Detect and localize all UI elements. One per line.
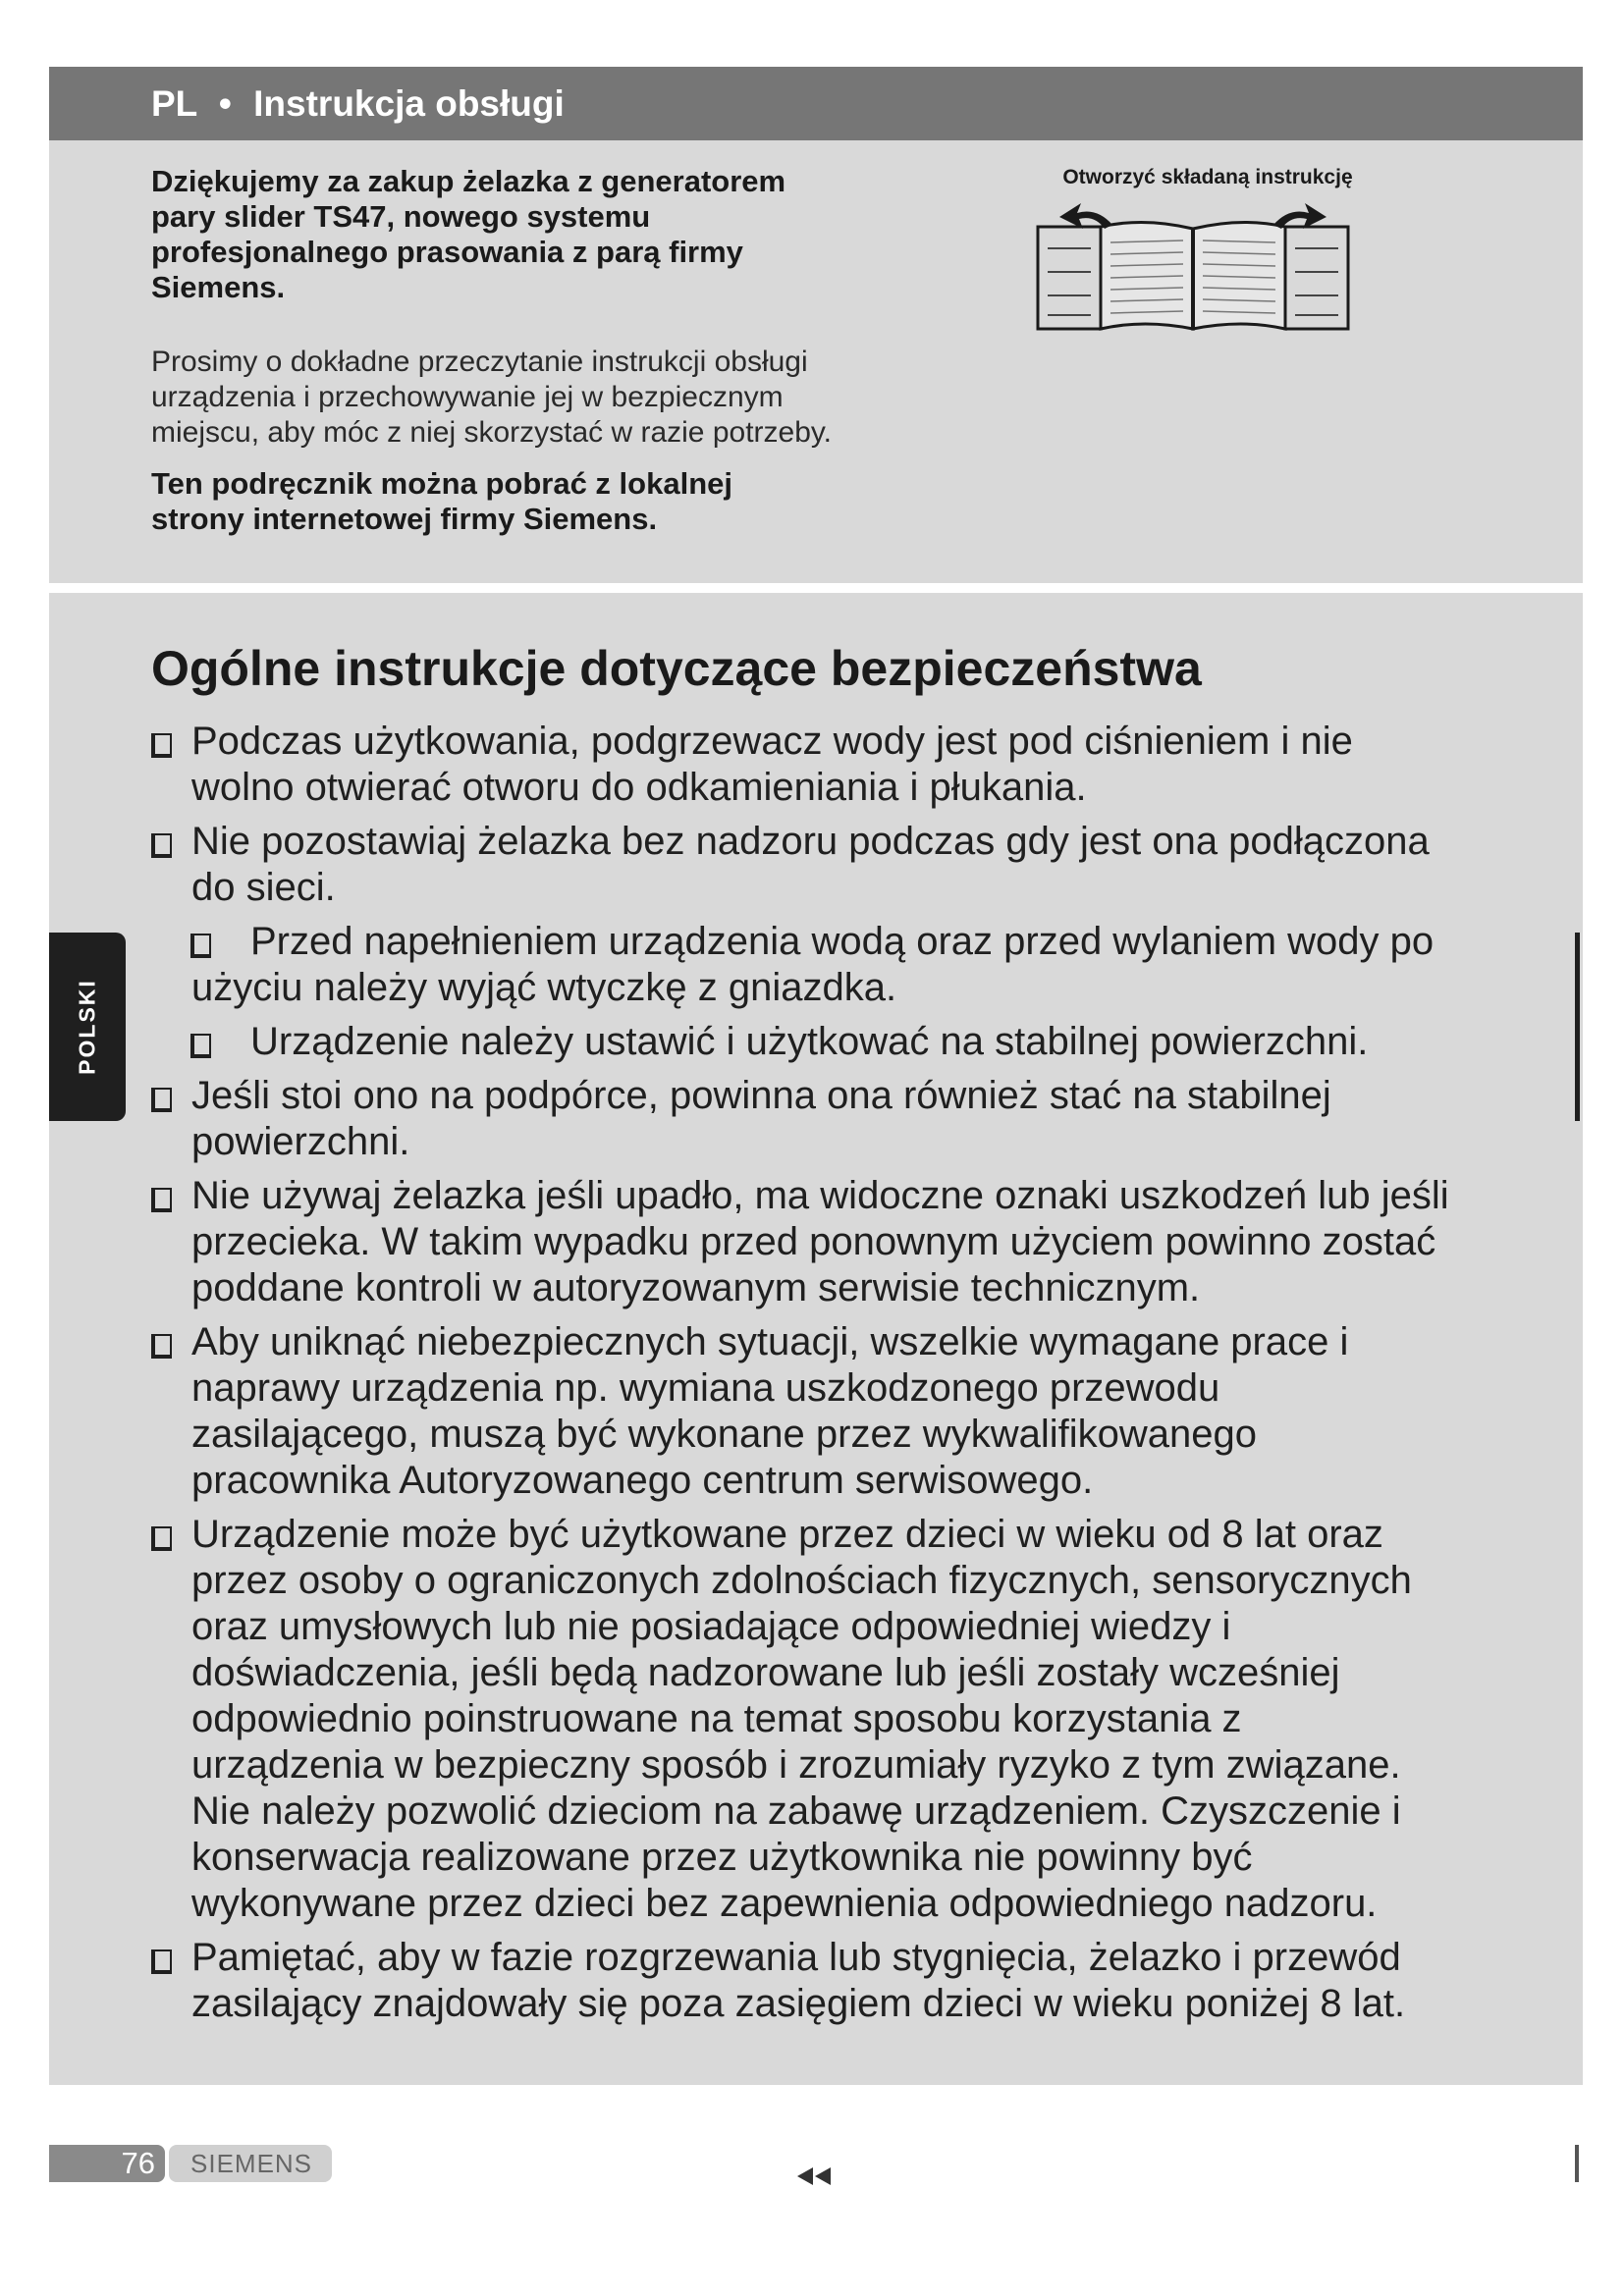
header-title — [151, 83, 565, 125]
safety-list — [151, 719, 1555, 2035]
list-item: Przed napełnieniem urządzenia wodą oraz przed wylaniem wody po — [151, 919, 1555, 965]
checkbox-bullet-icon — [151, 1334, 172, 1359]
list-item: Jeśli stoi ono na podpórce, powinna ona również stać na stabilnej powierzchni. — [151, 1073, 1555, 1165]
header-bar — [49, 67, 1583, 140]
list-item: Nie używaj żelazka jeśli upadło, ma widoczne oznaki uszkodzeń lub jeśli przecieka. W takim wypadku przed ponownym użyciem powinno zostać poddane kontroli w autoryzowanym serwisie technicznym. — [151, 1173, 1555, 1311]
header-lang: PL — [151, 83, 197, 124]
list-item: Aby uniknąć niebezpiecznych sytuacji, wszelkie wymagane prace i naprawy urządzenia np. wymiana uszkodzonego przewodu zasilającego, muszą być wykonane przez wykwalifikowanego pracownika Autoryzowanego centrum serwisowego. — [151, 1319, 1555, 1504]
checkbox-bullet-icon — [190, 934, 211, 958]
language-tab-label: POLSKI — [74, 979, 100, 1075]
list-item: Podczas użytkowania, podgrzewacz wody jest pod ciśnieniem i nie wolno otwierać otworu do odkamieniania i płukania. — [151, 719, 1555, 811]
intro-download-note: Ten podręcznik można pobrać z lokalnej strony internetowej firmy Siemens. — [151, 466, 732, 536]
header-separator: • — [218, 83, 232, 124]
footer-edge-marker — [1575, 2145, 1579, 2182]
rewind-icon[interactable] — [793, 2165, 837, 2187]
checkbox-bullet-icon — [151, 1526, 172, 1551]
header-title-text: Instrukcja obsługi — [253, 83, 565, 124]
list-item: Pamiętać, aby w fazie rozgrzewania lub stygnięcia, żelazko i przewód zasilający znajdowały się poza zasięgiem dzieci w wieku poniżej 8 lat. — [151, 1935, 1555, 2027]
folded-manual-icon — [987, 199, 1409, 337]
safety-panel — [49, 593, 1583, 2085]
list-item: Urządzenie może być użytkowane przez dzieci w wieku od 8 lat oraz przez osoby o ograniczonych zdolnościach fizycznych, sensorycznych oraz umysłowych lub nie posiadające odpowiedniej wiedzy i doświadczenia, jeśli będą nadzorowane lub jeśli zostały wcześniej odpowiednio poinstruowane na temat sposobu korzystania z urządzenia w bezpieczny sposób i zrozumiały ryzyko z tym związane. Nie należy pozwolić dzieciom na zabawę urządzeniem. Czyszczenie i konserwacja realizowane przez użytkownika nie powinny być wykonywane przez dzieci bez zapewnienia odpowiedniego nadzoru. — [151, 1512, 1555, 1927]
list-item-continuation: użyciu należy wyjąć wtyczkę z gniazdka. — [191, 966, 897, 1009]
fold-caption: Otworzyć składaną instrukcję — [1062, 166, 1353, 188]
page-edge-marker — [1575, 933, 1580, 1121]
page-number: 76 — [49, 2145, 165, 2182]
checkbox-bullet-icon — [151, 1088, 172, 1112]
intro-panel — [49, 140, 1583, 583]
intro-read-paragraph: Prosimy o dokładne przeczytanie instrukcji obsługi urządzenia i przechowywanie jej w bezpiecznym miejscu, aby móc z niej skorzystać w razie potrzeby. — [151, 346, 833, 449]
language-tab[interactable] — [49, 933, 126, 1121]
checkbox-bullet-icon — [190, 1034, 211, 1058]
safety-title: Ogólne instrukcje dotyczące bezpieczeństwa — [151, 641, 1202, 696]
intro-thanks-paragraph: Dziękujemy za zakup żelazka z generatorem pary slider TS47, nowego systemu profesjonalnego prasowania z parą firmy Siemens. — [151, 164, 786, 304]
checkbox-bullet-icon — [151, 1188, 172, 1212]
list-item: Urządzenie należy ustawić i użytkować na stabilnej powierzchni. — [151, 1019, 1555, 1065]
brand-label: SIEMENS — [169, 2145, 332, 2182]
checkbox-bullet-icon — [151, 1949, 172, 1974]
checkbox-bullet-icon — [151, 833, 172, 858]
checkbox-bullet-icon — [151, 733, 172, 758]
list-item: Nie pozostawiaj żelazka bez nadzoru podczas gdy jest ona podłączona do sieci. — [151, 819, 1555, 911]
